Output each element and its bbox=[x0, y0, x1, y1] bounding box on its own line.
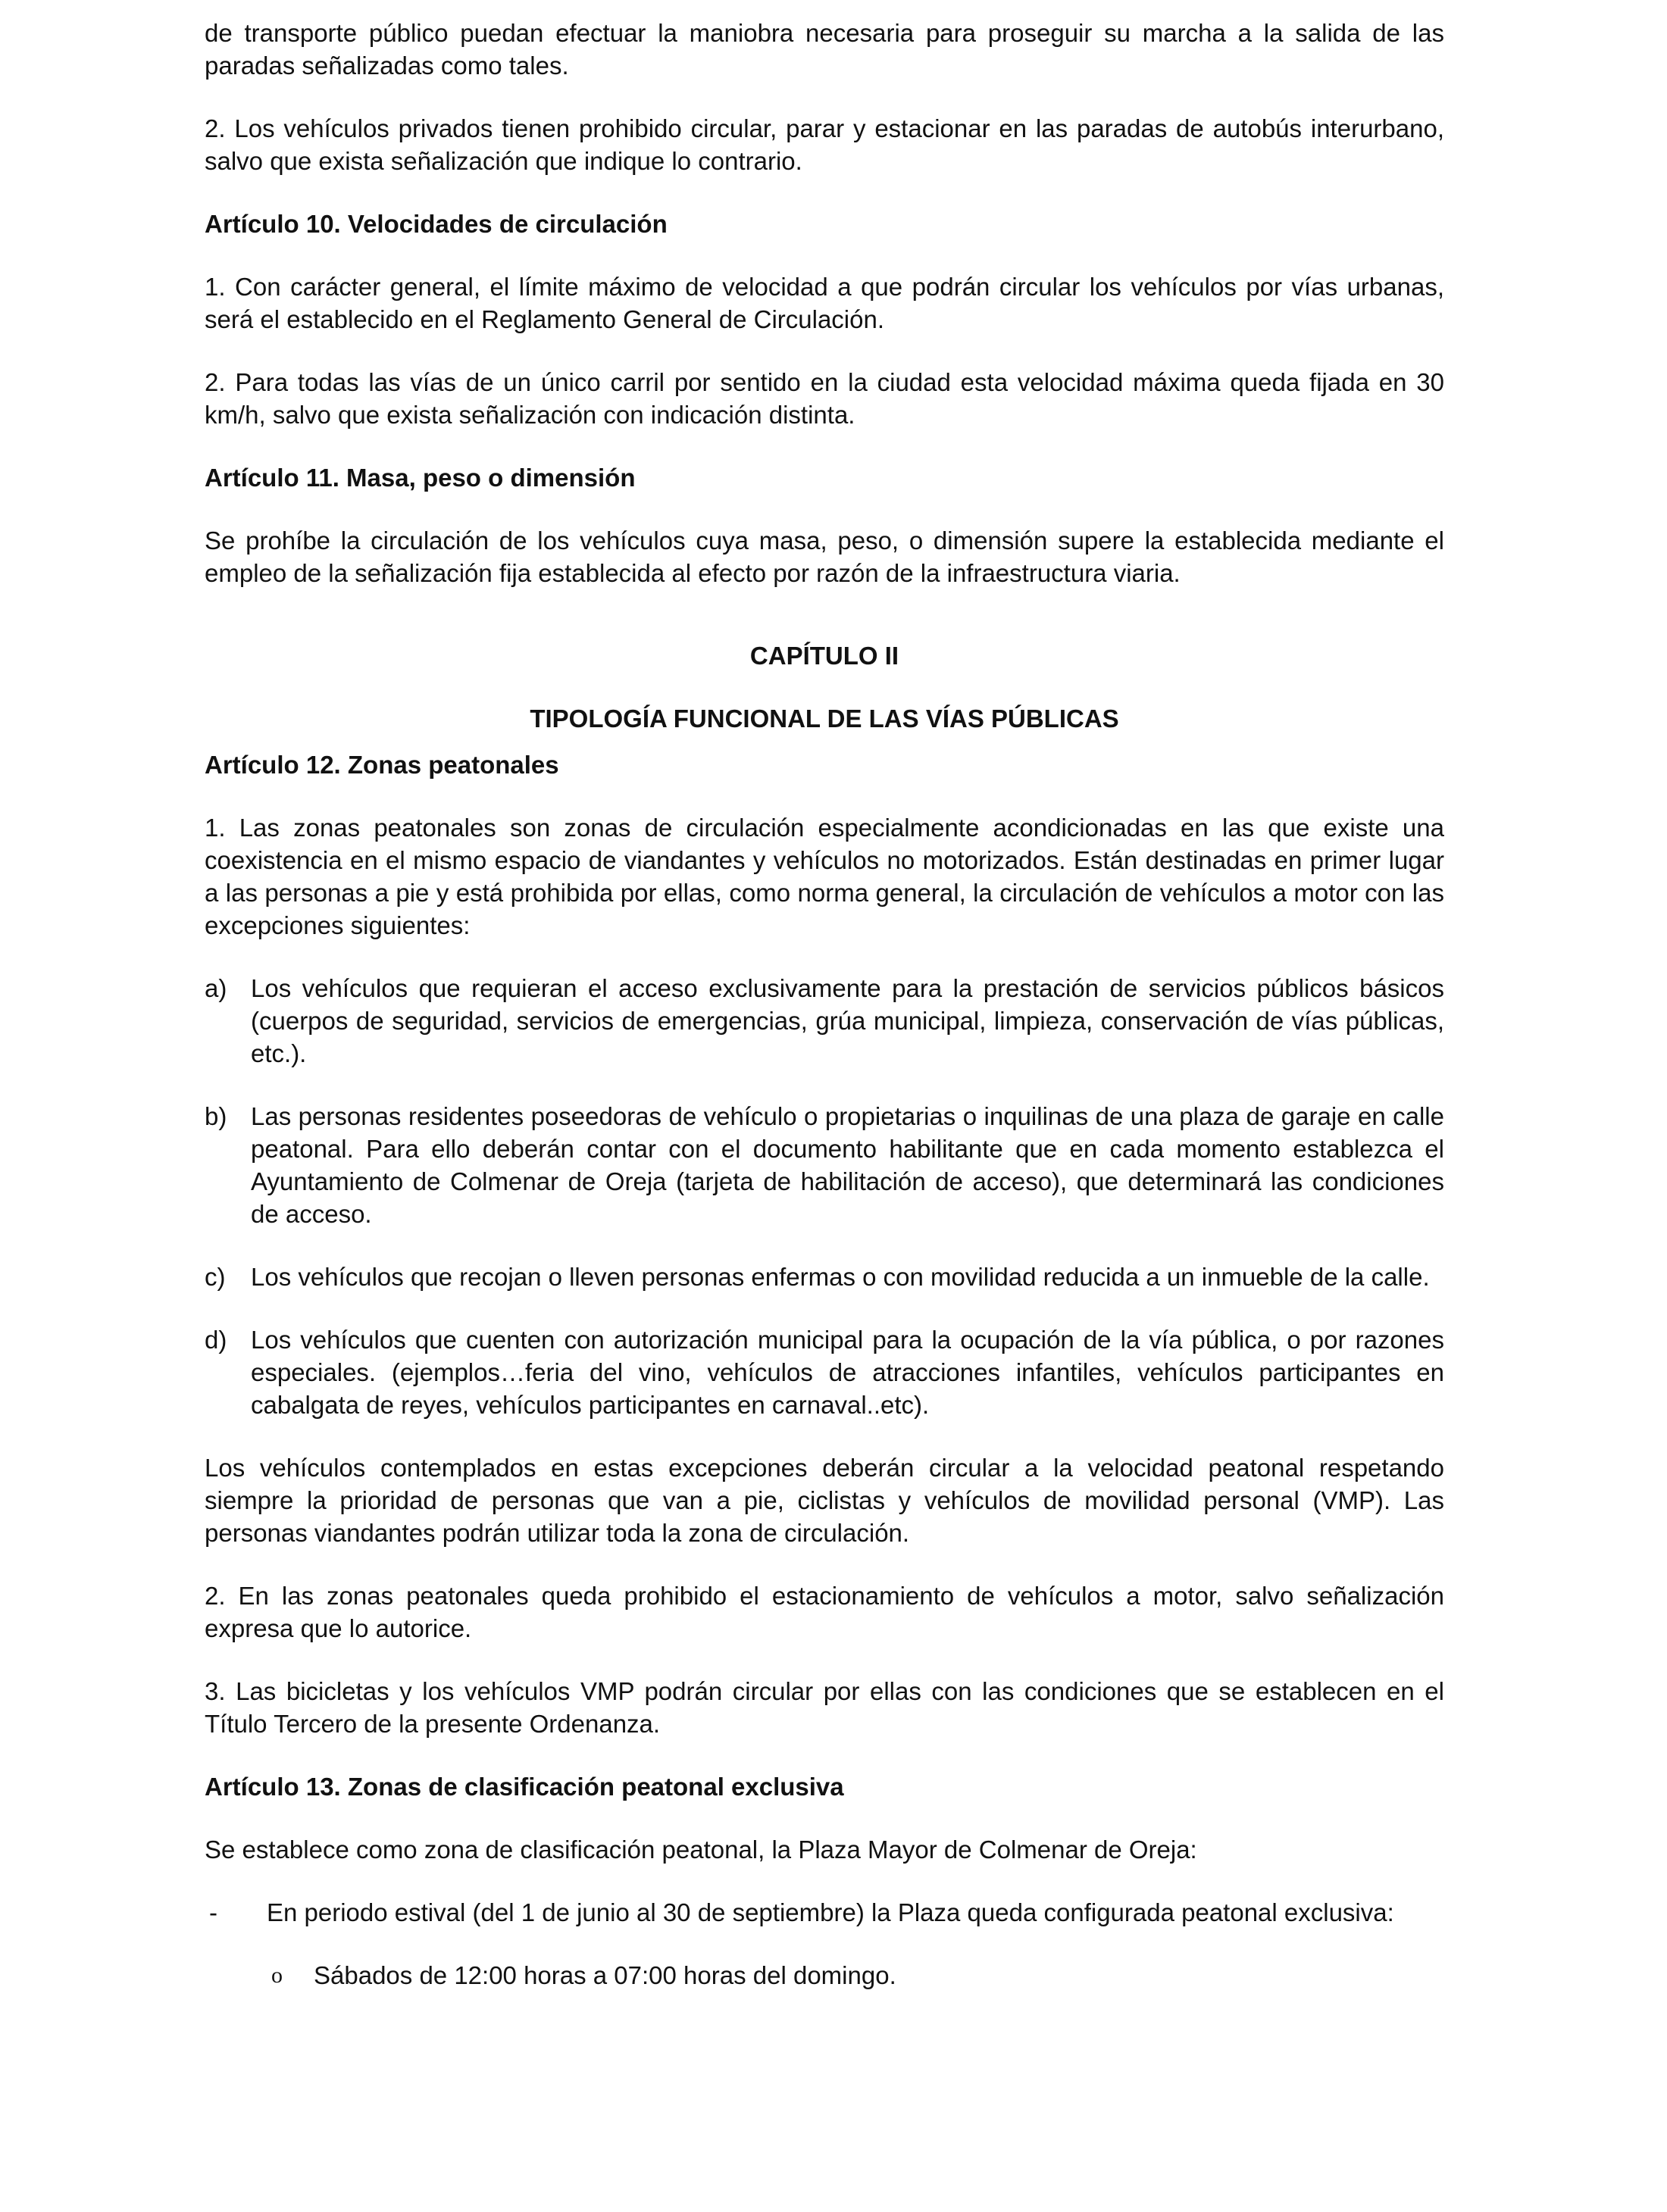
list-item bbox=[205, 1323, 1444, 1421]
list-item bbox=[205, 1100, 1444, 1230]
list-item bbox=[205, 972, 1444, 1070]
sub-list-item bbox=[271, 1959, 1444, 1992]
article-12-paragraph-3: 3. Las bicicletas y los vehículos VMP podrán circular por ellas con las condiciones que se establecen en el Título Tercero de la presente Ordenanza. bbox=[205, 1677, 1444, 1738]
article-10-paragraph-2: 2. Para todas las vías de un único carril por sentido en la ciudad esta velocidad máxima queda fijada en 30 km/h, salvo que exista señalización con indicación distinta. bbox=[205, 368, 1444, 429]
list-item-marker: a) bbox=[205, 974, 227, 1002]
article-10-paragraph-1: 1. Con carácter general, el límite máximo de velocidad a que podrán circular los vehículos por vías urbanas, será el establecido en el Reglamento General de Circulación. bbox=[205, 273, 1444, 333]
article-11-paragraph-1: Se prohíbe la circulación de los vehículos cuya masa, peso, o dimensión supere la establecida mediante el empleo de la señalización fija establecida al efecto por razón de la infraestructura viaria. bbox=[205, 526, 1444, 587]
article-11-heading: Artículo 11. Masa, peso o dimensión bbox=[205, 464, 636, 492]
list-item-text: Los vehículos que requieran el acceso exclusivamente para la prestación de servicios públicos básicos (cuerpos de seguridad, servicios de emergencias, grúa municipal, limpieza, conservación de vías públicas, etc.). bbox=[251, 974, 1444, 1067]
article-13-paragraph-1: Se establece como zona de clasificación peatonal, la Plaza Mayor de Colmenar de Oreja: bbox=[205, 1836, 1197, 1864]
dash-list-item bbox=[205, 1896, 1444, 1929]
list-item bbox=[205, 1261, 1444, 1293]
article-12-paragraph-1: 1. Las zonas peatonales son zonas de circulación especialmente acondicionadas en las que existe una coexistencia en el mismo espacio de viandantes y vehículos no motorizados. Están destinadas en primer lugar a las personas a pie y está prohibida por ellas, como norma general, la circulación de vehículos a motor con las excepciones siguientes: bbox=[205, 814, 1444, 939]
list-item-text: Los vehículos que recojan o lleven personas enfermas o con movilidad reducida a un inmueble de la calle. bbox=[251, 1263, 1430, 1291]
list-item-marker: c) bbox=[205, 1263, 226, 1291]
list-item-text: Los vehículos que cuenten con autorización municipal para la ocupación de la vía pública, o por razones especiales. (ejemplos…feria del vino, vehículos de atracciones infantiles, vehículos participantes en cabalgata de reyes, vehículos participantes en carnaval..etc). bbox=[251, 1326, 1444, 1419]
document-page bbox=[205, 17, 1444, 1992]
list-item-marker: d) bbox=[205, 1326, 227, 1354]
list-item-text: Las personas residentes poseedoras de vehículo o propietarias o inquilinas de una plaza de garaje en calle peatonal. Para ello deberán contar con el documento habilitante que en cada momento establezca el Ayuntamiento de Colmenar de Oreja (tarjeta de habilitación de acceso), que determinará las condiciones de acceso. bbox=[251, 1102, 1444, 1228]
article-13-heading: Artículo 13. Zonas de clasificación peatonal exclusiva bbox=[205, 1773, 844, 1801]
circle-bullet-icon: o bbox=[271, 1963, 283, 1988]
article-12-paragraph-2: 2. En las zonas peatonales queda prohibido el estacionamiento de vehículos a motor, salvo señalización expresa que lo autorice. bbox=[205, 1582, 1444, 1642]
dash-marker: - bbox=[209, 1898, 217, 1926]
list-item-marker: b) bbox=[205, 1102, 227, 1130]
article-12-after-items: Los vehículos contemplados en estas excepciones deberán circular a la velocidad peatonal respetando siempre la prioridad de personas que van a pie, ciclistas y vehículos de movilidad personal (VMP). Las personas viandantes podrán utilizar toda la zona de circulación. bbox=[205, 1454, 1444, 1547]
chapter-title: TIPOLOGÍA FUNCIONAL DE LAS VÍAS PÚBLICAS bbox=[530, 705, 1119, 733]
intro-continuation: de transporte público puedan efectuar la maniobra necesaria para proseguir su marcha a la salida de las paradas señalizadas como tales. bbox=[205, 19, 1444, 80]
intro-paragraph-2: 2. Los vehículos privados tienen prohibido circular, parar y estacionar en las paradas de autobús interurbano, salvo que exista señalización que indique lo contrario. bbox=[205, 114, 1444, 175]
chapter-number: CAPÍTULO II bbox=[749, 642, 899, 670]
dash-list-text: En periodo estival (del 1 de junio al 30 de septiembre) la Plaza queda configurada peatonal exclusiva: bbox=[267, 1898, 1394, 1926]
article-12-heading: Artículo 12. Zonas peatonales bbox=[205, 751, 559, 779]
sub-list-text: Sábados de 12:00 horas a 07:00 horas del domingo. bbox=[314, 1961, 896, 1989]
article-10-heading: Artículo 10. Velocidades de circulación bbox=[205, 210, 668, 238]
